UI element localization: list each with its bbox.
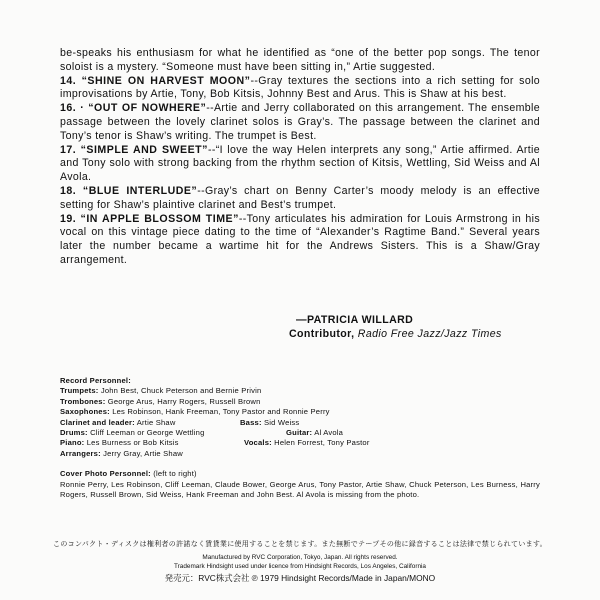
footer bbox=[0, 540, 600, 583]
personnel-second-column bbox=[240, 418, 299, 428]
note-track-16 bbox=[60, 102, 540, 143]
role-members: Al Avola bbox=[314, 427, 344, 437]
copyright: ℗ 1979 Hindsight Records/Made in Japan/MONO bbox=[251, 573, 436, 583]
track-title: “IN APPLE BLOSSOM TIME” bbox=[80, 212, 239, 225]
track-number: 17. bbox=[60, 143, 77, 156]
personnel-row bbox=[60, 428, 540, 438]
author-role: Contributor, bbox=[289, 328, 355, 340]
track-number: 14. bbox=[60, 74, 77, 87]
role-members: Artie Shaw bbox=[136, 417, 176, 427]
note-track-17 bbox=[60, 144, 540, 185]
role-members: John Best, Chuck Peterson and Bernie Privin bbox=[100, 386, 262, 396]
role-label: Clarinet and leader: bbox=[60, 417, 135, 427]
track-description: --Gray textures the sections into a rich setting for solo improvisations by Artie, Tony, Bob Kitsis, Johnny Best and Arus. This is Shaw at his best. bbox=[60, 74, 541, 101]
record-personnel bbox=[60, 376, 540, 500]
personnel-row bbox=[60, 397, 540, 407]
role-members: Jerry Gray, Artie Shaw bbox=[103, 448, 183, 458]
track-description: --Tony articulates his admiration for Louis Armstrong in his vocal on this vintage piece dating to the time of “Alexander’s Ragtime Band.” Several years later the number became a wartime hit for the Andrews Sisters. This is a Shaw/Gray arrangement. bbox=[60, 212, 540, 266]
role-label: Trombones: bbox=[60, 396, 106, 406]
personnel-second-column bbox=[286, 428, 343, 438]
manufactured-line: Manufactured by RVC Corporation, Tokyo, Japan. All rights reserved. bbox=[202, 554, 398, 561]
role-label: Drums: bbox=[60, 427, 88, 437]
role-label: Saxophones: bbox=[60, 407, 110, 417]
personnel-heading: Record Personnel: bbox=[60, 376, 131, 385]
cover-names: Ronnie Perry, Les Robinson, Cliff Leeman, Claude Bower, George Arus, Tony Pastor, Artie Shaw, Chuck Peterson, Les Burness, Harry Rogers, Russell Brown, Sid Weiss, Hank Freeman and John Best. Al Avola is missing from the photo. bbox=[60, 479, 540, 499]
role-label: Piano: bbox=[60, 438, 85, 448]
distributor-line bbox=[0, 574, 600, 583]
japanese-notice: このコンパクト・ディスクは権利者の許諾なく賃貸業に使用することを禁じます。また無断でテープその他に録音することは法律で禁じられています。 bbox=[53, 541, 547, 548]
cover-photo-personnel bbox=[60, 469, 540, 500]
personnel-second-column bbox=[244, 438, 370, 448]
track-number: 16. · bbox=[60, 102, 85, 115]
role-members: Helen Forrest, Tony Pastor bbox=[274, 438, 370, 448]
personnel-row bbox=[60, 386, 540, 396]
personnel-row bbox=[60, 418, 540, 428]
role-members: Les Burness or Bob Kitsis bbox=[86, 438, 179, 448]
author-credit bbox=[289, 327, 502, 341]
track-title: “OUT OF NOWHERE” bbox=[88, 102, 207, 115]
role-members: Les Robinson, Hank Freeman, Tony Pastor and Ronnie Perry bbox=[112, 407, 330, 417]
distributor: 発売元：RVC株式会社 bbox=[164, 573, 250, 583]
track-number: 18. bbox=[60, 184, 77, 197]
cover-subheading: (left to right) bbox=[153, 469, 197, 479]
track-title: “SIMPLE AND SWEET” bbox=[80, 143, 208, 156]
note-paragraph: be-speaks his enthusiasm for what he identified as “one of the better pop songs. The tenor soloist is a mystery. “Someone must have been sitting in,” Artie suggested. bbox=[60, 47, 540, 73]
role-label: Vocals: bbox=[244, 438, 272, 448]
role-label: Bass: bbox=[240, 417, 262, 427]
role-members: George Arus, Harry Rogers, Russell Brown bbox=[107, 396, 261, 406]
track-description: --Artie and Jerry collaborated on this arrangement. The ensemble passage between the lovely clarinet solos is Gray’s. The passage between the clarinet and Tony’s tenor is Shaw’s writing. The trumpet is Best. bbox=[60, 102, 540, 142]
role-label: Arrangers: bbox=[60, 448, 101, 458]
author-name: —PATRICIA WILLARD bbox=[296, 314, 414, 326]
note-track-19 bbox=[60, 213, 540, 268]
personnel-row bbox=[60, 449, 540, 459]
trademark-line: Trademark Hindsight used under licence from Hindsight Records, Los Angeles, California bbox=[174, 563, 426, 570]
cover-heading-line bbox=[60, 469, 540, 479]
publication-name: Radio Free Jazz/Jazz Times bbox=[357, 328, 502, 340]
note-track-14 bbox=[60, 75, 540, 103]
role-members: Sid Weiss bbox=[264, 417, 300, 427]
role-label: Trumpets: bbox=[60, 386, 99, 396]
personnel-row bbox=[60, 438, 540, 448]
signature bbox=[289, 313, 502, 341]
track-description: --“I love the way Helen interprets any song,” Artie affirmed. Artie and Tony solo with strong backing from the rhythm section of Kitsis, Wettling, Sid Weiss and Al Avola. bbox=[60, 143, 541, 184]
personnel-row bbox=[60, 407, 540, 417]
track-number: 19. bbox=[60, 212, 77, 225]
note-track-18 bbox=[60, 185, 540, 213]
cover-heading: Cover Photo Personnel: bbox=[60, 469, 151, 479]
track-title: “BLUE INTERLUDE” bbox=[82, 184, 198, 197]
track-title: “SHINE ON HARVEST MOON” bbox=[81, 74, 251, 87]
track-description: --Gray’s chart on Benny Carter’s moody melody is an effective setting for Shaw’s plaintive clarinet and Best’s trumpet. bbox=[60, 184, 540, 211]
role-label: Guitar: bbox=[286, 427, 313, 437]
role-members: Cliff Leeman or George Wettling bbox=[90, 427, 205, 437]
liner-notes bbox=[60, 47, 540, 268]
